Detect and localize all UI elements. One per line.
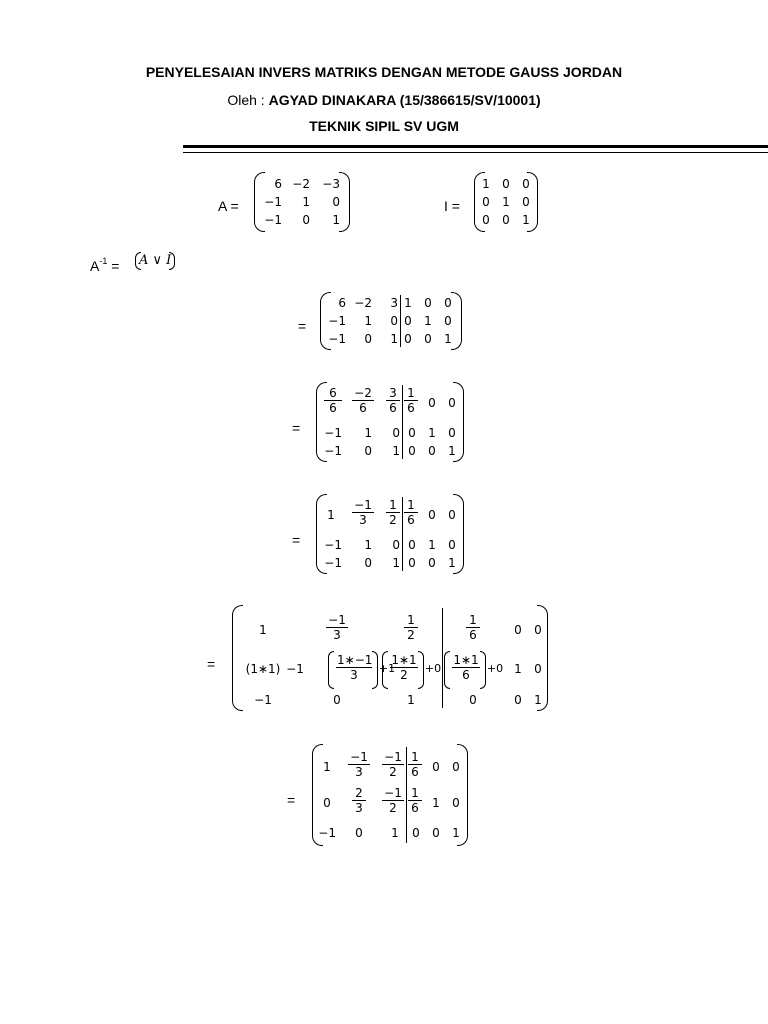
cell: 0 — [428, 444, 436, 458]
cell: 0 — [355, 826, 363, 840]
cell: 1 — [407, 693, 415, 707]
cell: 0 — [452, 760, 460, 774]
cell: 0 — [390, 314, 398, 328]
cell: 0 — [404, 314, 412, 328]
fraction: $\frac{1}{6}$ — [408, 786, 422, 815]
cell: 1 — [448, 556, 456, 570]
cell: −1 — [328, 332, 346, 346]
cell: 1 — [514, 662, 522, 676]
cell: 0 — [392, 426, 400, 440]
matrix-step3 — [316, 494, 464, 574]
label-A: A = — [218, 198, 239, 214]
eq-step3: = — [292, 532, 301, 548]
cell: 1 — [392, 444, 400, 458]
eq-step1: = — [298, 318, 307, 334]
cell: 0 — [522, 177, 530, 191]
fraction: $\frac{1}{2}$ — [386, 498, 400, 527]
cell: 1 — [390, 332, 398, 346]
cell: 0 — [514, 623, 522, 637]
label-A-inverse — [90, 258, 119, 274]
cell: 0 — [469, 693, 477, 707]
department: TEKNIK SIPIL SV UGM — [309, 118, 459, 134]
cell: −2 — [354, 296, 372, 310]
cell: 0 — [302, 213, 310, 227]
author-name: AGYAD DINAKARA (15/386615/SV/10001) — [268, 92, 541, 108]
cell: 0 — [482, 213, 490, 227]
cell: 0 — [482, 195, 490, 209]
cell: 0 — [412, 826, 420, 840]
ainv-eq: = — [107, 258, 120, 274]
cell: −2 — [292, 177, 310, 191]
fraction: $\frac{6}{6}$ — [324, 386, 342, 415]
cell: −3 — [322, 177, 340, 191]
fraction: $\frac{1∗1}{2}$ — [391, 653, 417, 682]
fraction: $\frac{1}{6}$ — [466, 613, 480, 642]
document-title: PENYELESAIAN INVERS MATRIKS DENGAN METODE GAUSS JORDAN — [145, 64, 623, 80]
cell: 0 — [444, 296, 452, 310]
cell: 1 — [502, 195, 510, 209]
eq-step4: = — [207, 656, 216, 672]
cell: −1 — [264, 213, 282, 227]
cell: +1 — [378, 662, 396, 675]
augmented-expression — [135, 252, 175, 270]
author-prefix: Oleh : — [227, 92, 265, 108]
eq-step5: = — [287, 792, 296, 808]
header-rule-thick — [183, 145, 768, 148]
label-I: I = — [444, 198, 460, 214]
matrix-step2 — [316, 382, 464, 462]
ainv-base: A — [90, 258, 100, 274]
cell: 1 — [448, 444, 456, 458]
fraction: $\frac{1}{6}$ — [408, 750, 422, 779]
cell: 1 — [444, 332, 452, 346]
cell: 1 — [391, 826, 399, 840]
cell: 1 — [452, 826, 460, 840]
fraction: $\frac{3}{6}$ — [386, 386, 400, 415]
cell: 1 — [428, 426, 436, 440]
cell: 0 — [392, 538, 400, 552]
cell: 1 — [323, 760, 331, 774]
cell: −1 — [328, 314, 346, 328]
cell: −1 — [324, 426, 342, 440]
cell: −1 — [324, 444, 342, 458]
cell: 1 — [428, 538, 436, 552]
fraction: $\frac{-1}{2}$ — [382, 750, 404, 779]
cell: 0 — [428, 508, 436, 522]
cell: 1 — [534, 693, 542, 707]
cell: 1 — [364, 426, 372, 440]
cell: 0 — [323, 796, 331, 810]
cell: 0 — [332, 195, 340, 209]
cell: 1 — [327, 508, 335, 522]
cell: 1 — [332, 213, 340, 227]
cell: 1 — [482, 177, 490, 191]
matrix-step5 — [312, 744, 468, 846]
cell: 0 — [424, 296, 432, 310]
cell: 0 — [534, 623, 542, 637]
cell: 6 — [338, 296, 346, 310]
cell: −1 — [286, 662, 304, 676]
cell: 1 — [259, 623, 267, 637]
cell: 1 — [302, 195, 310, 209]
cell: 0 — [502, 177, 510, 191]
fraction: $\frac{-1}{3}$ — [326, 613, 348, 642]
matrix-step1 — [320, 292, 462, 350]
fraction: $\frac{-1}{2}$ — [382, 786, 404, 815]
fraction: $\frac{2}{3}$ — [352, 786, 366, 815]
matrix-A — [254, 172, 350, 232]
cell: 0 — [424, 332, 432, 346]
cell: 0 — [364, 556, 372, 570]
cell: −1 — [324, 538, 342, 552]
cell: 1 — [364, 314, 372, 328]
cell: 1 — [424, 314, 432, 328]
author-line — [0, 92, 768, 108]
fraction: $\frac{-1}{3}$ — [352, 498, 374, 527]
cell: +0 — [424, 662, 442, 675]
cell: 0 — [448, 426, 456, 440]
cell: 0 — [428, 396, 436, 410]
cell: 0 — [408, 556, 416, 570]
cell: 0 — [408, 444, 416, 458]
fraction: $\frac{1}{2}$ — [404, 613, 418, 642]
cell: 0 — [408, 538, 416, 552]
fraction: $\frac{-1}{3}$ — [348, 750, 370, 779]
cell: −1 — [254, 693, 272, 707]
fraction: $\frac{1}{6}$ — [404, 386, 418, 415]
cell: 0 — [432, 826, 440, 840]
cell: 0 — [448, 508, 456, 522]
cell: 1 — [392, 556, 400, 570]
cell: 0 — [514, 693, 522, 707]
matrix-step4 — [232, 605, 548, 711]
cell: 0 — [502, 213, 510, 227]
fraction: $\frac{1∗1}{6}$ — [453, 653, 479, 682]
cell: 1 — [522, 213, 530, 227]
cell: 3 — [390, 296, 398, 310]
cell: −1 — [324, 556, 342, 570]
header-rule-thin — [183, 152, 768, 153]
cell: 0 — [364, 444, 372, 458]
eq-step2: = — [292, 420, 301, 436]
cell: −1 — [264, 195, 282, 209]
cell: 0 — [408, 426, 416, 440]
cell: 0 — [333, 693, 341, 707]
cell: 1 — [404, 296, 412, 310]
cell: 0 — [448, 538, 456, 552]
cell: 0 — [404, 332, 412, 346]
cell: (1∗1) — [245, 662, 281, 676]
cell: 0 — [444, 314, 452, 328]
cell: 0 — [534, 662, 542, 676]
cell: 0 — [432, 760, 440, 774]
cell: 0 — [448, 396, 456, 410]
cell: 0 — [428, 556, 436, 570]
cell: −1 — [318, 826, 336, 840]
fraction: $\frac{-2}{6}$ — [352, 386, 374, 415]
fraction: $\frac{1}{6}$ — [404, 498, 418, 527]
cell: 0 — [452, 796, 460, 810]
fraction: $\frac{1∗-1}{3}$ — [337, 653, 373, 682]
aug-expr-text: A ∨ I — [139, 253, 172, 268]
ainv-sup: -1 — [99, 256, 108, 266]
cell: 6 — [274, 177, 282, 191]
cell: +0 — [486, 662, 504, 675]
cell: 1 — [364, 538, 372, 552]
matrix-I — [474, 172, 538, 232]
cell: 0 — [522, 195, 530, 209]
cell: 0 — [364, 332, 372, 346]
cell: 1 — [432, 796, 440, 810]
